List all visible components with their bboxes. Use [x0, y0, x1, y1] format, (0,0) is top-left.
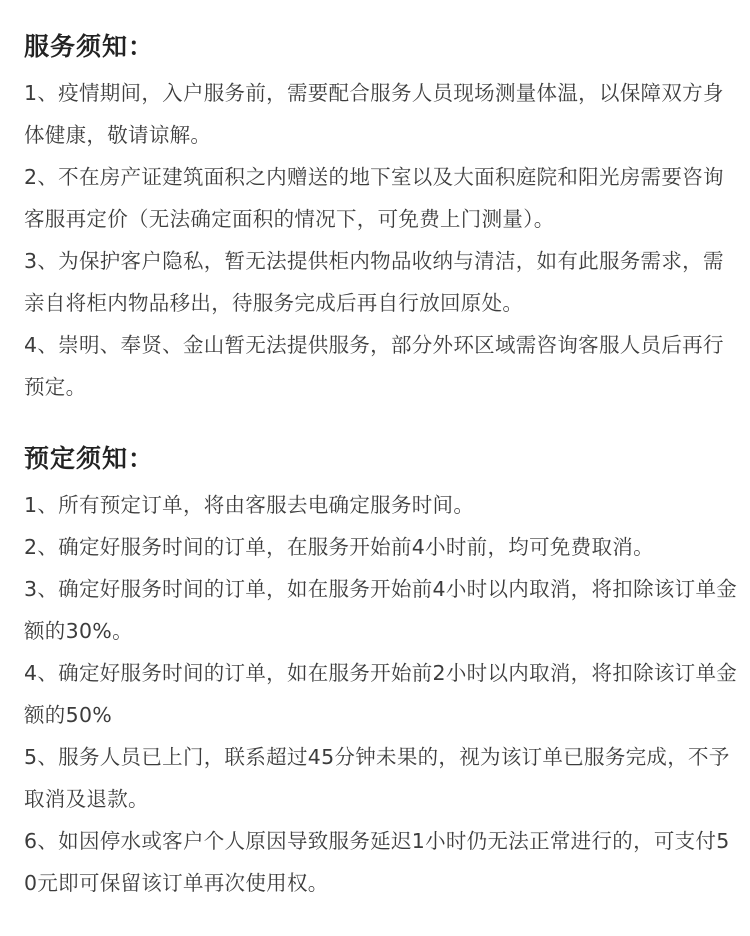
- booking-notice-item: 6、如因停水或客户个人原因导致服务延迟1小时仍无法正常进行的，可支付50元即可保留该订单再次使用权。: [24, 829, 730, 895]
- service-notice-heading: 服务须知：: [24, 32, 155, 61]
- booking-notice-heading: 预定须知：: [24, 444, 155, 473]
- service-notice-item: 4、崇明、奉贤、金山暂无法提供服务，部分外环区域需咨询客服人员后再行预定。: [24, 333, 724, 399]
- booking-notice-list: [24, 484, 738, 904]
- service-notice-item: 3、为保护客户隐私，暂无法提供柜内物品收纳与清洁，如有此服务需求，需亲自将柜内物品移出，待服务完成后再自行放回原处。: [24, 249, 724, 315]
- booking-notice-item: 4、确定好服务时间的订单，如在服务开始前2小时以内取消，将扣除该订单金额的50%: [24, 661, 738, 727]
- booking-notice-item: 5、服务人员已上门，联系超过45分钟未果的，视为该订单已服务完成，不予取消及退款。: [24, 745, 730, 811]
- service-notice-list: [24, 72, 738, 408]
- booking-notice-item: 2、确定好服务时间的订单，在服务开始前4小时前，均可免费取消。: [24, 535, 654, 559]
- booking-notice-item: 3、确定好服务时间的订单，如在服务开始前4小时以内取消，将扣除该订单金额的30%。: [24, 577, 738, 643]
- service-notice-section: [24, 30, 738, 408]
- booking-notice-item: 1、所有预定订单，将由客服去电确定服务时间。: [24, 493, 475, 517]
- booking-notice-section: [24, 442, 738, 904]
- service-notice-item: 2、不在房产证建筑面积之内赠送的地下室以及大面积庭院和阳光房需要咨询客服再定价（无法确定面积的情况下，可免费上门测量）。: [24, 165, 724, 231]
- service-notice-item: 1、疫情期间，入户服务前，需要配合服务人员现场测量体温，以保障双方身体健康，敬请谅解。: [24, 81, 724, 147]
